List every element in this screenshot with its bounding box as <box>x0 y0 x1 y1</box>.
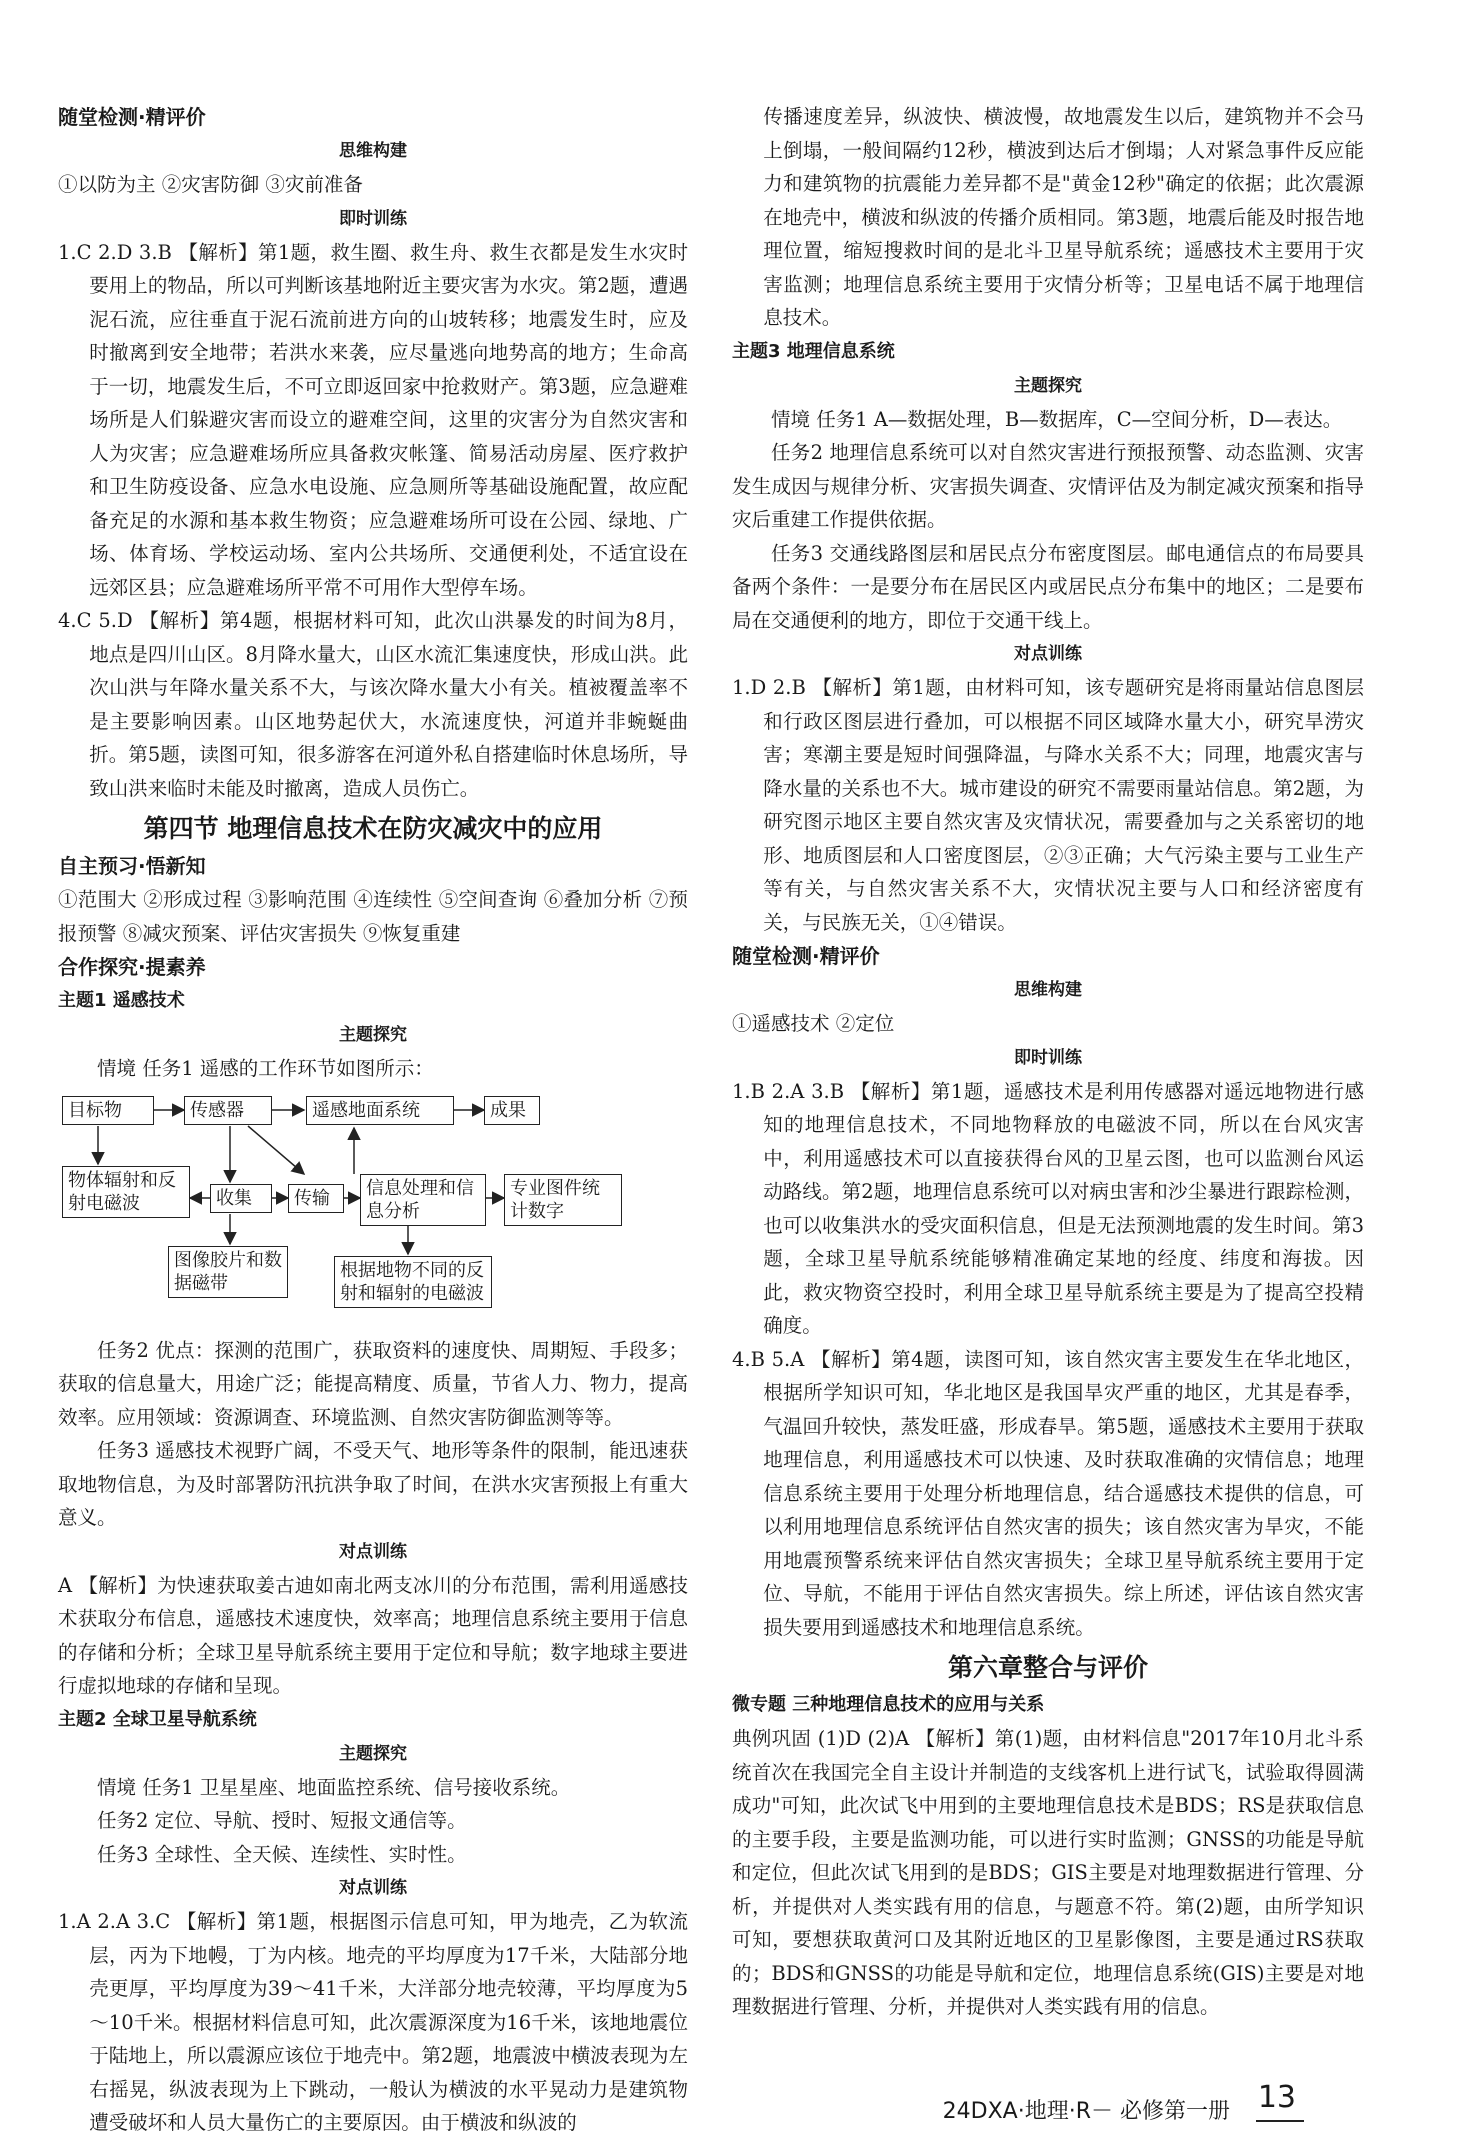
answer-paragraph: 4.B 5.A 【解析】第4题，读图可知，该自然灾害主要发生在华北地区，根据所学知识可知，华北地区是我国旱灾严重的地区，尤其是春季，气温回升较快，蒸发旺盛，形成春旱。第5题，遥感技术主要用于获取地理信息，利用遥感技术可以快速、及时获取准确的灾情信息；地理信息系统主要用于处理分析地理信息，结合遥感技术提供的信息，可以利用地理信息系统评估自然灾害的损失；该自然灾害为旱灾，不能用地震预警系统来评估自然灾害损失；全球卫星导航系统主要用于定位、导航，不能用于评估自然灾害损失。综上所述，评估该自然灾害损失要用到遥感技术和地理信息系统。 <box>732 1347 1364 1639</box>
remote-sensing-flow-diagram <box>58 1090 658 1326</box>
chapter-review-title: 第六章整合与评价 <box>947 1653 1148 1682</box>
micro-topic-heading: 微专题 三种地理信息技术的应用与关系 <box>732 1694 1045 1715</box>
chapter-section-title: 第四节 地理信息技术在防灾减灾中的应用 <box>143 814 603 843</box>
box-info-processing: 信息处理和信息分析 <box>360 1174 486 1226</box>
box-target-object: 目标物 <box>62 1096 154 1125</box>
task-paragraph: 任务3 遥感技术视野广阔，不受天气、地形等条件的限制，能迅速获取地物信息，为及时部署防汛抗洪争取了时间，在洪水灾害预报上有重大意义。 <box>58 1439 688 1529</box>
box-results: 成果 <box>484 1096 540 1125</box>
subheading: 对点训练 <box>339 1541 407 1562</box>
topic-heading: 主题2 全球卫星导航系统 <box>58 1708 257 1730</box>
topic-heading: 主题3 地理信息系统 <box>732 340 895 362</box>
task-paragraph: 情境 任务1 A—数据处理，B—数据库，C—空间分析，D—表达。 <box>771 407 1343 431</box>
book-code: 24DXA·地理·R－ 必修第一册 <box>942 2099 1230 2124</box>
box-maps-statistics: 专业图件统计数字 <box>504 1174 622 1226</box>
answer-paragraph: 1.A 2.A 3.C 【解析】第1题，根据图示信息可知，甲为地壳，乙为软流层，丙为下地幔，丁为内核。地壳的平均厚度为17千米，大陆部分地壳更厚，平均厚度为39～41千米，大洋部分地壳较薄，平均厚度为5～10千米。根据材料信息可知，此次震源深度为16千米，该地地震位于陆地上，所以震源应该位于地壳中。第2题，地震波中横波表现为左右摇晃，纵波表现为上下跳动，一般认为横波的水平晃动力是建筑物遭受破坏和人员大量伤亡的主要原因。由于横波和纵波的 <box>58 1910 688 2134</box>
section-heading: 自主预习·悟新知 <box>58 854 206 878</box>
answer-paragraph: 4.C 5.D 【解析】第4题，根据材料可知，此次山洪暴发的时间为8月，地点是四川山区。8月降水量大，山区水流汇集速度快，形成山洪。此次山洪与年降水量关系不大，与该次降水量大小有关。植被覆盖率不是主要影响因素。山区地势起伏大，水流速度快，河道并非蜿蜒曲折。第5题，读图可知，很多游客在河道外私自搭建临时休息场所，导致山洪来临时未能及时撤离，造成人员伤亡。 <box>58 609 688 800</box>
box-different-waves: 根据地物不同的反射和辐射的电磁波 <box>334 1256 492 1308</box>
page-number: 13 <box>1257 2080 1296 2115</box>
subheading: 思维构建 <box>1014 980 1082 1000</box>
task-paragraph: 情境 任务1 遥感的工作环节如图所示： <box>97 1057 434 1080</box>
task-paragraph: 任务2 优点：探测的范围广，获取资料的速度快、周期短、手段多；获取的信息量大，用途广泛；能提高精度、质量，节省人力、物力，提高效率。应用领域：资源调查、环境监测、自然灾害防御监测等等。 <box>58 1338 688 1429</box>
left-column <box>58 100 688 2140</box>
subheading: 对点训练 <box>1014 644 1082 664</box>
subheading: 主题探究 <box>339 1743 407 1764</box>
box-radiation-reflection: 物体辐射和反射电磁波 <box>62 1166 190 1218</box>
answer-paragraph: 1.D 2.B 【解析】第1题，由材料可知，该专题研究是将雨量站信息图层和行政区图层进行叠加，可以根据不同区域降水量大小，研究旱涝灾害；寒潮主要是短时间强降温，与降水关系不大；同理，地震灾害与降水量的关系也不大。城市建设的研究不需要雨量站信息。第2题，为研究图示地区主要自然灾害及灾情状况，需要叠加与之关系密切的地形、地质图层和人口密度图层，②③正确；大气污染主要与工业生产等有关，与自然灾害关系不大，灾情状况主要与人口和经济密度有关，与民族无关，①④错误。 <box>732 676 1364 934</box>
topic-heading: 主题1 遥感技术 <box>58 990 185 1011</box>
page-footer <box>780 2080 1340 2130</box>
answer-paragraph: A 【解析】为快速获取姜古迪如南北两支冰川的分布范围，需利用遥感技术获取分布信息，遥感技术速度快，效率高；地理信息系统主要用于信息的存储和分析；全球卫星导航系统主要用于定位和导航；数字地球主要进行虚拟地球的存储和呈现。 <box>58 1573 688 1697</box>
subheading: 即时训练 <box>1014 1047 1082 1068</box>
box-sensor: 传感器 <box>184 1096 272 1125</box>
page-number-underline <box>1256 2120 1304 2122</box>
section-heading: 合作探究·提素养 <box>58 955 206 979</box>
task-paragraph: 任务2 定位、导航、授时、短报文通信等。 <box>97 1809 467 1832</box>
subheading: 主题探究 <box>1014 375 1082 396</box>
box-collect: 收集 <box>210 1184 272 1213</box>
subheading: 即时训练 <box>339 208 407 229</box>
subheading: 对点训练 <box>339 1878 407 1898</box>
paragraph: ①范围大 ②形成过程 ③影响范围 ④连续性 ⑤空间查询 ⑥叠加分析 ⑦预报预警 ⑧减灾预案、评估灾害损失 ⑨恢复重建 <box>58 888 688 945</box>
box-transmit: 传输 <box>288 1184 344 1213</box>
section-heading: 随堂检测·精评价 <box>58 105 206 129</box>
paragraph: ①遥感技术 ②定位 <box>732 1012 895 1035</box>
task-paragraph: 情境 任务1 卫星星座、地面监控系统、信号接收系统。 <box>97 1775 571 1799</box>
answer-paragraph: 典例巩固 (1)D (2)A 【解析】第(1)题，由材料信息"2017年10月北斗系统首次在我国完全自主设计并制造的支线客机上进行试飞，试验取得圆满成功"可知，此次试飞中用到的主要地理信息技术是BDS；RS是获取信息的主要手段，主要是监测功能，可以进行实时监测；GNSS的功能是导航和定位，但此次试飞用到的是BDS；GIS主要是对地理数据进行管理、分析，并提供对人类实践有用的信息，与题意不符。第(2)题，由所学知识可知，要想获取黄河口及其附近地区的卫星影像图，主要是通过RS获取的；BDS和GNSS的功能是导航和定位，地理信息系统(GIS)主要是对地理数据进行管理、分析，并提供对人类实践有用的信息。 <box>732 1727 1364 2018</box>
box-ground-system: 遥感地面系统 <box>306 1096 454 1125</box>
answer-paragraph: 传播速度差异，纵波快、横波慢，故地震发生以后，建筑物并不会马上倒塌，一般间隔约12秒，横波到达后才倒塌；人对紧急事件反应能力和建筑物的抗震能力差异都不是"黄金12秒"确定的依据；此次震源在地壳中，横波和纵波的传播介质相同。第3题，地震后能及时报告地理位置，缩短搜救时间的是北斗卫星导航系统；遥感技术主要用于灾害监测；地理信息系统主要用于灾情分析等；卫星电话不属于地理信息技术。 <box>763 105 1364 329</box>
right-column <box>732 100 1364 2024</box>
subheading: 主题探究 <box>339 1025 407 1045</box>
box-film-tape: 图像胶片和数据磁带 <box>168 1246 288 1298</box>
answer-paragraph: 1.B 2.A 3.B 【解析】第1题，遥感技术是利用传感器对遥远地物进行感知的地理信息技术，不同地物释放的电磁波不同，所以在台风灾害中，利用遥感技术可以直接获得台风的卫星云图，也可以监测台风运动路线。第2题，地理信息系统可以对病虫害和沙尘暴进行跟踪检测，也可以收集洪水的受灾面积信息，但是无法预测地震的发生时间。第3题，全球卫星导航系统能够精准确定某地的经度、纬度和海拔。因此，救灾物资空投时，利用全球卫星导航系统主要是为了提高空投精确度。 <box>732 1079 1364 1337</box>
paragraph: ①以防为主 ②灾害防御 ③灾前准备 <box>58 173 363 196</box>
answer-paragraph: 1.C 2.D 3.B 【解析】第1题，救生圈、救生舟、救生衣都是发生水灾时要用上的物品，所以可判断该基地附近主要灾害为水灾。第2题，遭遇泥石流，应往垂直于泥石流前进方向的山坡转移；地震发生时，应及时撤离到安全地带；若洪水来袭，应尽量逃向地势高的地方；生命高于一切，地震发生后，不可立即返回家中抢救财产。第3题，应急避难场所是人们躲避灾害而设立的避难空间，这里的灾害分为自然灾害和人为灾害；应急避难场所应具备救灾帐篷、简易活动房屋、医疗救护和卫生防疫设备、应急水电设施、应急厕所等基础设施配置，故应配备充足的水源和基本救生物资；应急避难场所可设在公园、绿地、广场、体育场、学校运动场、室内公共场所、交通便利处，不适宜设在远郊区县；应急避难场所平常不可用作大型停车场。 <box>58 240 688 599</box>
subheading: 思维构建 <box>339 141 407 161</box>
section-heading: 随堂检测·精评价 <box>732 944 880 968</box>
task-paragraph: 任务3 交通线路图层和居民点分布密度图层。邮电通信点的布局要具备两个条件：一是要分布在居民区内或居民点分布集中的地区；二是要布局在交通便利的地方，即位于交通干线上。 <box>732 541 1364 632</box>
task-paragraph: 任务3 全球性、全天候、连续性、实时性。 <box>97 1842 467 1866</box>
task-paragraph: 任务2 地理信息系统可以对自然灾害进行预报预警、动态监测、灾害发生成因与规律分析、灾害损失调查、灾情评估及为制定减灾预案和指导灾后重建工作提供依据。 <box>732 441 1364 531</box>
